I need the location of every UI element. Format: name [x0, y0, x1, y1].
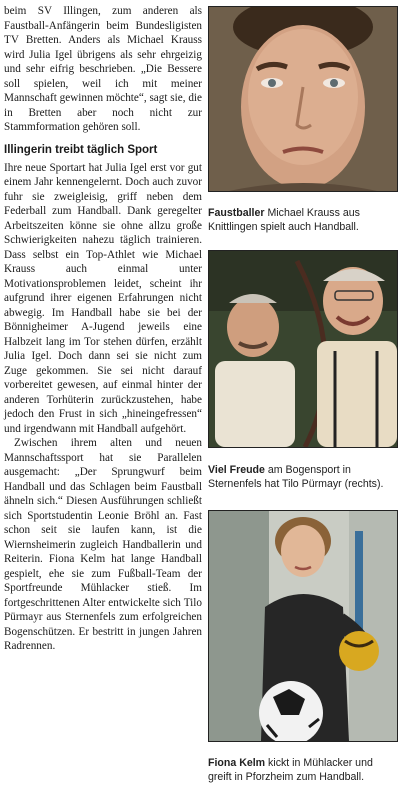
- caption-2-text: am Bogensport in Sternenfels hat Tilo Pürmayr (rechts).: [208, 464, 384, 490]
- article-text-column: [4, 4, 202, 654]
- photo-archers-tilo-puermayr: [208, 250, 398, 448]
- paragraph-1: Ihre neue Sportart hat Julia Igel erst vor gut einem Jahr kennengelernt. Doch auch zuvor fuhr sie zweigleisig, griff neben dem Federball zum Handball. Dank geregelter Arbeitszeiten könne sie ohne allzu große Schwierigkeiten nahezu täglich trainieren. Dass selbst ein Top-Athlet wie Michael Krauss auch einmal unter Motivationsproblemen leidet, scheint ihr aufgrund ihrer eigenen Erfahrungen nicht abwegig. Im Handball habe sie bei der Bönnigheimer A-Jugend jeweils eine Halbzeit lang im Tor stehen dürfen, erzählt Julia Igel. Doch dann sei sie nicht zum Zuge gekommen. Sie sei nicht darauf vorbereitet gewesen, auf einmal hinter der anderen Torhüterin zurückzustehen, habe jedoch den Frust in sich „hineingefressen“ und irgendwann mit Handball aufgehört.: [4, 161, 202, 435]
- caption-photo-2: [208, 463, 398, 491]
- caption-photo-3: [208, 756, 398, 784]
- caption-photo-1: [208, 206, 398, 234]
- subheading: Illingerin treibt täglich Sport: [4, 143, 158, 156]
- paragraph-2: Zwischen ihrem alten und neuen Mannschaftssport hat sie Parallelen ausgemacht: „Der Sprungwurf beim Handball und das Schlagen beim Faustball ähneln sich.“ Diesen Ausführungen schließt sich Sportstudentin Leonie Bröhl an. Fast schon seit sie laufen kann, ist die Wiernsheimerin zugleich Handballerin und Reiterin. Fiona Kelm hat lange Handball gespielt, ehe sie zum Fußball-Team der Sportfreunde Mühlacker stieß. Im fortgeschrittenen Alter entwickelte sich Tilo Pürmayr aus Sternenfels zum erfolgreichen Bogenschützen. Er bestritt in jungen Jahren Radrennen.: [4, 437, 202, 652]
- paragraph-intro: beim SV Illingen, zum anderen als Faustball-Anfängerin beim Bundesligisten TV Bretten. Anders als Michael Krauss wird Julia Igel übrigens als sehr ehrgeizig und sehr eifrig beschrieben. „Die Bessere soll spielen, weil ich mit meiner Mannschaft gewinnen möchte“, sagt sie, die in Bretten aber noch nicht zur Stammformation gehören soll.: [4, 5, 202, 133]
- photo-fiona-kelm-with-ball: [208, 510, 398, 742]
- caption-3-text: kickt in Mühlacker und greift in Pforzheim zum Handball.: [208, 757, 373, 783]
- caption-1-text: Michael Krauss aus Knittlingen spielt auch Handball.: [208, 207, 360, 233]
- photo-portrait-michael-krauss: [208, 6, 398, 192]
- caption-2-bold: Viel Freude: [208, 464, 265, 476]
- caption-3-bold: Fiona Kelm: [208, 757, 266, 769]
- caption-1-bold: Faustballer: [208, 207, 265, 219]
